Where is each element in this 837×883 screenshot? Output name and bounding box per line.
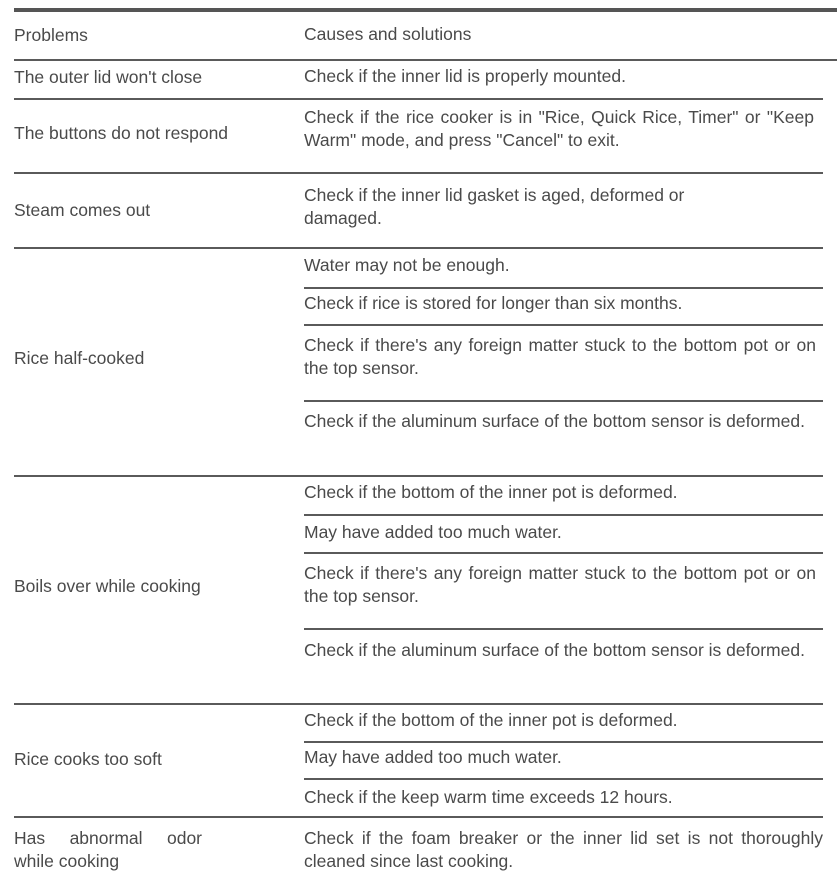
- sub-row-divider: [304, 400, 823, 402]
- row-divider: [14, 172, 823, 174]
- solution-cell: Check if rice is stored for longer than six months.: [304, 293, 683, 313]
- problem-cell: Has abnormal odor while cooking: [14, 828, 202, 871]
- row-divider: [14, 98, 823, 100]
- solution-cell: Check if the rice cooker is in "Rice, Quick Rice, Timer" or "Keep Warm" mode, and press "Cancel" to exit.: [304, 107, 814, 150]
- sub-row-divider: [304, 628, 823, 630]
- problem-cell: Rice half-cooked: [14, 348, 145, 368]
- sub-row-divider: [304, 514, 823, 516]
- solution-cell: Check if the bottom of the inner pot is deformed.: [304, 710, 678, 730]
- problem-cell: The buttons do not respond: [14, 123, 229, 143]
- row-divider: [14, 703, 823, 705]
- solution-cell: Check if there's any foreign matter stuck to the bottom pot or on the top sensor.: [304, 563, 816, 606]
- row-divider: [14, 475, 823, 477]
- solution-cell: Check if the aluminum surface of the bottom sensor is deformed.: [304, 411, 805, 431]
- sub-row-divider: [304, 324, 823, 326]
- sub-row-divider: [304, 552, 823, 554]
- solution-cell: May have added too much water.: [304, 522, 562, 542]
- table-top-rule: [14, 8, 837, 12]
- row-divider: [14, 247, 823, 249]
- solution-cell: Check if the inner lid gasket is aged, deformed or damaged.: [304, 185, 685, 228]
- solution-cell: Check if the inner lid is properly mounted.: [304, 66, 626, 86]
- header-divider: [14, 59, 837, 61]
- sub-row-divider: [304, 287, 823, 289]
- problem-cell: Steam comes out: [14, 200, 151, 220]
- row-divider: [14, 816, 823, 818]
- solution-cell: Water may not be enough.: [304, 255, 510, 275]
- problem-cell: Rice cooks too soft: [14, 749, 162, 769]
- header-causes: Causes and solutions: [304, 24, 472, 44]
- sub-row-divider: [304, 741, 823, 743]
- solution-cell: Check if the aluminum surface of the bottom sensor is deformed.: [304, 640, 805, 660]
- problem-cell: Boils over while cooking: [14, 576, 201, 596]
- solution-cell: Check if the foam breaker or the inner lid set is not thoroughly cleaned since last cooking.: [304, 828, 823, 871]
- problem-cell: The outer lid won't close: [14, 67, 203, 87]
- header-problems: Problems: [14, 25, 88, 45]
- solution-cell: May have added too much water.: [304, 747, 562, 767]
- solution-cell: Check if there's any foreign matter stuck to the bottom pot or on the top sensor.: [304, 335, 816, 378]
- solution-cell: Check if the bottom of the inner pot is deformed.: [304, 482, 678, 502]
- solution-cell: Check if the keep warm time exceeds 12 hours.: [304, 787, 673, 807]
- sub-row-divider: [304, 778, 823, 780]
